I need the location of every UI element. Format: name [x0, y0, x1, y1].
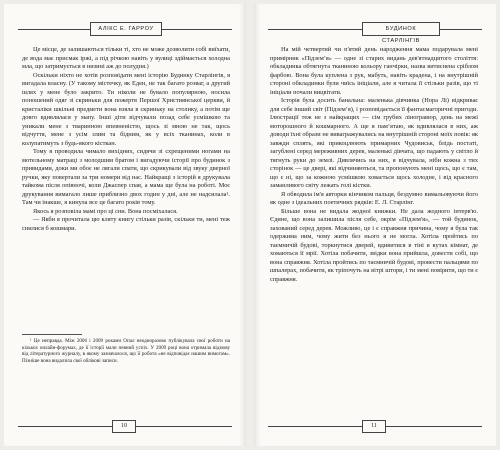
paragraph: Якось я розповіла мамі про ці сни. Вона посміхалася.: [33, 207, 178, 215]
author-name: АЛІКС Е. ГАРРОУ: [90, 22, 162, 36]
paragraph: Більше вона не видала жодної книжки. Не дала жодного інтерв'ю. Єдине, що вона залишила після себе, окрім «Підзем'я», — той будинок, захований серед дерев. Можливо, це і є справжня причина, чому я була так одержима ним, чому жити без нього я не могла. Хотіла пройтись по таємничій будові, торкнутися дверей, вдивитися в тіні в кутах кімнат, де ховаються її мрії. Хотіла побачити, звідки вона прийшла, довести собі, що вона справжня. Хотіла пройтись по таємничій будові, провести пальцями по шпалерах, побачити, як тріпочуть на вітрі штори, і ти мені повірити, що ти є справжня.: [270, 207, 478, 283]
left-page: [4, 4, 246, 446]
paragraph: Я обводила ім'я авторки кінчиком пальця, бездумно вимальовуючи його як одне з ідеальних поетичних рядків: Е. Л. Старлінг.: [270, 190, 478, 206]
paragraph: — Якби я прочитала цю кляту книгу стільки разів, скільки ти, мені теж снилися б кошмари.: [22, 216, 230, 232]
footnote: [22, 338, 230, 364]
paragraph: Оскільки ніхто не хотів розповідати мені історію Будинку Старлінгів, я вигадала власну. (У такому містечку, як Еден, не так багато розваг, а другий шлях у мене було закрито. Ти ніколи не бувало популярною, носила поношений одяг зі скриньки для пожертв Першої Християнської церкви, й кристаліки шкільні предмети вона взяла в скриньку на столику, а потім ще довго вдивлялася у мапу. Інші діти відчували позад себе усмішкою та уникали мене з тваринною впевненістю, щось зі мною не так, щось відчуття, мене з усім злим та бідним, як у всіх тканинах, коли в колупатимуть з будь-якого кісткан.: [22, 71, 230, 147]
page-number: 11: [362, 420, 386, 433]
right-running-head: [254, 22, 496, 44]
left-body-text: [22, 46, 230, 233]
paragraph: Тому я проводила чимало вихідних, сидячи зі схрещеними ногами на мотельному матраці з молодшим братом і вигадуючи історії про будинок з привидами, доки ми обоє не лягали спати, що скрикували від звуку дверної ручки, яку повертали за три номери від нас. Найкращі з історій я друкувала тайкома після опівночі, коли Джаспер спав, а мама ще була на роботі. Моє друкування вимагало лише приблизно двох годин у дні, але не надсилала¹. Там чи інакше, я кинула все це багато років тому.: [22, 148, 230, 206]
right-body-text: [270, 46, 478, 284]
left-running-head: [4, 22, 246, 36]
footnote-text: ¹ Це неправда. Між 2006 і 2009 роками Опал неодноразово публікувала свої роботи на кількох онлайн-форумах, де її історії мали певний успіх. У 2009 році вона отримала відмову від літературного журналу, в якому зазначалося, що її робота «не відповідає нашим вимогам». Пізніше вона видалила свої облікові записи.: [22, 338, 230, 364]
footnote-rule: [22, 334, 82, 335]
paragraph: Історія була досить банальна: маленька дівчинка (Нора Лі) відкриває для себе інший світ (Підземʼя), і розповідається її фантасмагоричні пригоди. Ілюстрації теж не з найкращих — сім грубих ліногравюр, день на межі моторошного й кошмарного. А ще я памʼятаю, як вдивлялася в них, аж доводи їхні образи не вивагражувались на внутрішній стороні моїх повік: як завжди сплять, які прикоцлюють примарних Чудовиськ, блідь постаті, загублені серед мереживних дерев, маленькі дівчата, що падають у світло й тягнуть руки до землі. Дивлячись на них, я відчувала, ніби кожна з тих сторінок — це двері, які відчиняються, та пропонують мені щось, що є там, що є ні, що за кожною усмішкою ховається щось холодне, і від красного заманливого світу лежать голі кістки.: [270, 97, 478, 189]
page-number: 10: [112, 420, 136, 433]
right-folio: [254, 420, 496, 432]
paragraph: На мій четвертий чи п'ятий день народження мама подарувала мені примірник «Підземʼя» — одне зі старих видань дев'ятнадцятого століття: обкладинка обтягнута тканиною кольору ганчірки, назва витиснена сріблом фарбою. Вона була куплена з рук, мабуть, навіть крадена, і на внутрішній стороні обкладинки були чиїсь ініціали, але я читала її стільки разів, що ті ініціали почали вицвітати.: [270, 46, 478, 96]
right-page: [254, 4, 496, 446]
left-folio: [4, 420, 246, 432]
paragraph: Це місце, де залишаються тільки ті, хто не може дозволити собі виїхати, де вода має присмак іржі, а під річкою навіть у вулиці здіймається холодна мла, що затримується в низині аж до полудня.): [22, 46, 230, 70]
book-title: БУДИНОК СТАРЛІНГІВ: [362, 22, 440, 36]
